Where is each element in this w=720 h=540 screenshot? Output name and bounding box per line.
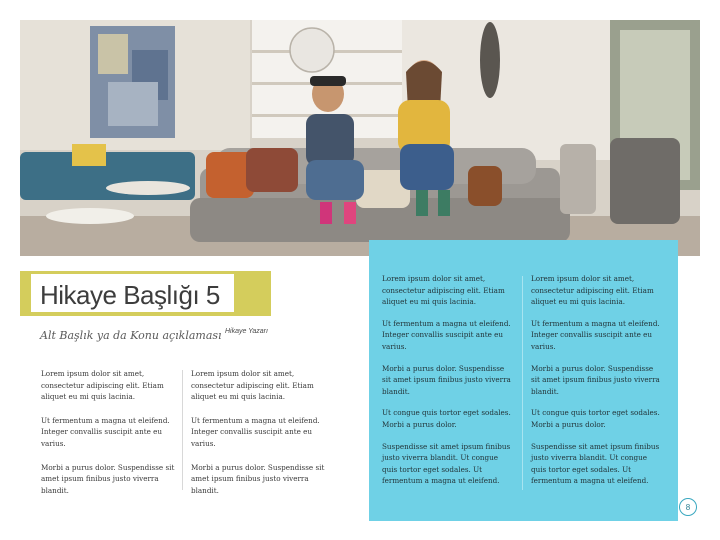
hero-photo <box>20 20 700 256</box>
subtitle: Alt Başlık ya da Konu açıklaması <box>40 329 222 342</box>
living-room-photo <box>20 20 700 256</box>
paragraph: Suspendisse sit amet ipsum finibus justo viverra blandit. Ut congue quis tortor eget sodales. Ut fermentum a magna ut eleifend. <box>382 441 511 486</box>
paragraph: Morbi a purus dolor. Suspendisse sit amet ipsum finibus justo viverra blandit. <box>41 462 175 495</box>
panel-column-2 <box>531 273 663 497</box>
column-divider <box>182 370 183 490</box>
paragraph: Ut fermentum a magna ut eleifend. Integer convallis suscipit ante eu varius. <box>531 318 660 351</box>
paragraph: Morbi a purus dolor. Suspendisse sit amet ipsum finibus justo viverra blandit. <box>531 363 660 396</box>
paragraph: Lorem ipsum dolor sit amet, consectetur adipiscing elit. Etiam aliquet eu mi quis lacinia. <box>41 369 164 402</box>
paragraph: Ut congue quis tortor eget sodales. Morbi a purus dolor. <box>382 408 511 429</box>
paragraph: Suspendisse sit amet ipsum finibus justo viverra blandit. Ut congue quis tortor eget sodales. Ut fermentum a magna ut eleifend. <box>531 441 660 486</box>
page-number: 8 <box>679 498 697 516</box>
paragraph: Ut fermentum a magna ut eleifend. Integer convallis suscipit ante eu varius. <box>382 318 511 351</box>
author-byline: Hikaye Yazarı <box>225 328 268 335</box>
body-column-2 <box>191 368 329 508</box>
panel-column-divider <box>522 276 523 490</box>
paragraph: Ut fermentum a magna ut eleifend. Integer convallis suscipit ante eu varius. <box>41 415 170 448</box>
paragraph: Lorem ipsum dolor sit amet, consectetur adipiscing elit. Etiam aliquet eu mi quis lacinia. <box>191 369 314 402</box>
panel-column-1 <box>382 273 514 497</box>
paragraph: Lorem ipsum dolor sit amet, consectetur adipiscing elit. Etiam aliquet eu mi quis lacinia. <box>382 274 505 307</box>
page-title: Hikaye Başlığı 5 <box>40 280 220 310</box>
paragraph: Morbi a purus dolor. Suspendisse sit amet ipsum finibus justo viverra blandit. <box>382 363 511 396</box>
paragraph: Lorem ipsum dolor sit amet, consectetur adipiscing elit. Etiam aliquet eu mi quis lacinia. <box>531 274 654 307</box>
body-column-1 <box>41 368 179 508</box>
paragraph: Ut congue quis tortor eget sodales. Morbi a purus dolor. <box>531 408 660 429</box>
paragraph: Ut fermentum a magna ut eleifend. Integer convallis suscipit ante eu varius. <box>191 415 320 448</box>
paragraph: Morbi a purus dolor. Suspendisse sit amet ipsum finibus justo viverra blandit. <box>191 462 325 495</box>
